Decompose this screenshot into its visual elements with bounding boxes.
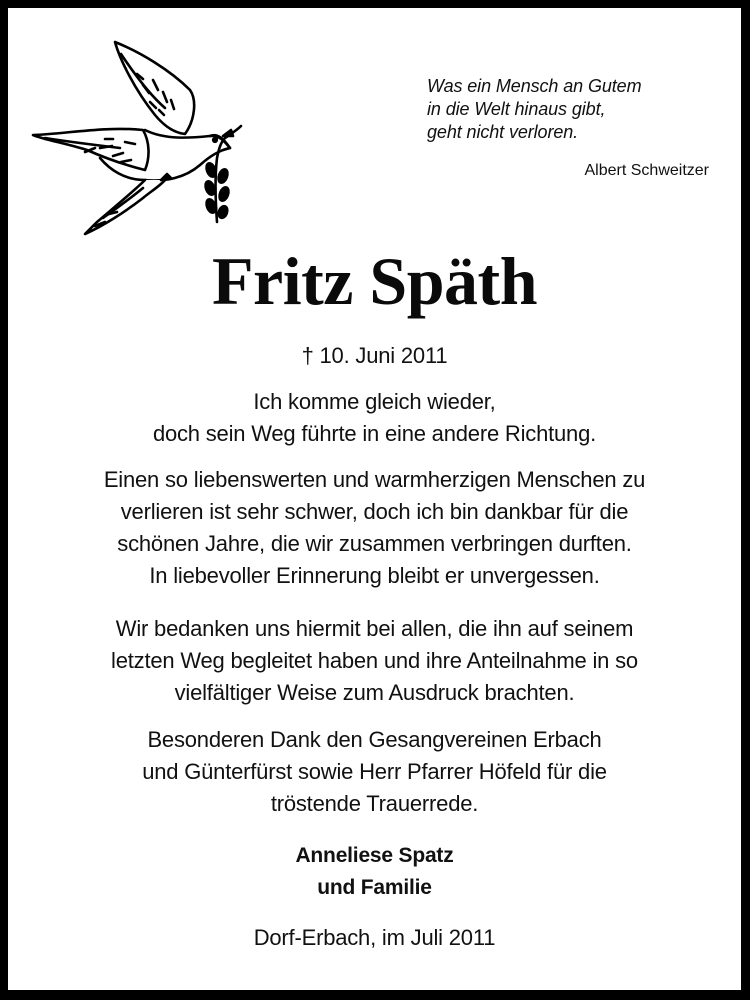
paragraph-line: Wir bedanken uns hiermit bei allen, die ihn auf seinem: [115, 616, 634, 641]
paragraph-thanks: [8, 613, 741, 709]
paragraph-line: Einen so liebenswerten und warmherzigen Menschen zu: [103, 467, 646, 492]
paragraph-farewell: [8, 386, 741, 450]
paragraph-remembrance: [8, 464, 741, 592]
paragraph-line: Besonderen Dank den Gesangvereinen Erbach: [147, 727, 602, 752]
signature-line: und Familie: [317, 876, 432, 899]
paragraph-line: Ich komme gleich wieder,: [253, 389, 496, 414]
deceased-name: Fritz Späth: [211, 243, 538, 319]
death-date: † 10. Juni 2011: [301, 343, 448, 368]
quote-line: Was ein Mensch an Gutem: [427, 76, 642, 96]
paragraph-line: In liebevoller Erinnerung bleibt er unvergessen.: [149, 563, 600, 588]
paragraph-line: letzten Weg begleitet haben und ihre Anteilnahme in so: [111, 648, 638, 673]
quote-line: in die Welt hinaus gibt,: [427, 99, 606, 119]
paragraph-line: doch sein Weg führte in eine andere Richtung.: [152, 421, 597, 446]
obituary-notice: [8, 8, 741, 990]
paragraph-special-thanks: [8, 724, 741, 820]
paragraph-line: vielfältiger Weise zum Ausdruck brachten.: [174, 680, 575, 705]
quote-line: geht nicht verloren.: [427, 122, 579, 142]
paragraph-line: schönen Jahre, die wir zusammen verbringen durften.: [117, 531, 632, 556]
signature: [8, 840, 741, 904]
quote: [427, 75, 717, 144]
dove-with-olive-branch-icon: [25, 30, 245, 240]
place-date: Dorf-Erbach, im Juli 2011: [253, 925, 496, 950]
paragraph-line: verlieren ist sehr schwer, doch ich bin dankbar für die: [120, 499, 629, 524]
signature-line: Anneliese Spatz: [295, 844, 454, 867]
paragraph-line: und Günterfürst sowie Herr Pfarrer Höfeld für die: [142, 759, 607, 784]
quote-author: Albert Schweitzer: [584, 162, 709, 179]
paragraph-line: tröstende Trauerrede.: [270, 791, 479, 816]
